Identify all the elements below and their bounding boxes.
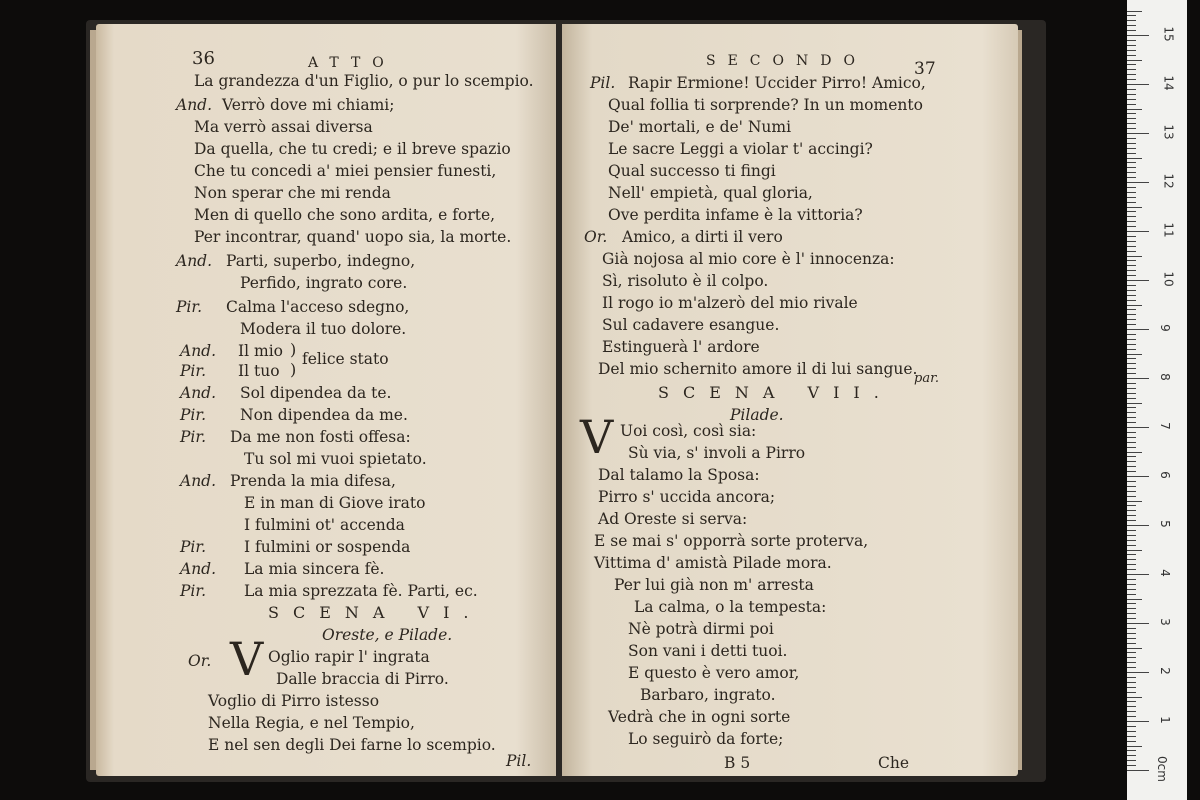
measuring-ruler bbox=[1127, 0, 1187, 800]
ruler-tick bbox=[1127, 79, 1136, 80]
verse-line: Per lui già non m' arresta bbox=[614, 576, 814, 594]
ruler-tick bbox=[1127, 349, 1136, 350]
ruler-tick bbox=[1127, 736, 1136, 737]
verse-line: Non dipendea da me. bbox=[240, 406, 408, 424]
speaker-label: And. bbox=[180, 342, 217, 360]
verse-line: Già nojosa al mio core è l' innocenza: bbox=[602, 250, 895, 268]
speaker-label: Pir. bbox=[180, 538, 207, 556]
ruler-label: 2 bbox=[1157, 667, 1172, 675]
right-page bbox=[562, 24, 1018, 776]
ruler-tick bbox=[1127, 613, 1136, 614]
ruler-tick bbox=[1127, 755, 1136, 756]
ruler-tick bbox=[1127, 109, 1142, 110]
verse-line: Qual successo ti fingi bbox=[608, 162, 776, 180]
ruler-tick bbox=[1127, 358, 1136, 359]
ruler-tick bbox=[1127, 20, 1136, 21]
verse-line: Qual follia ti sorprende? In un momento bbox=[608, 96, 923, 114]
ruler-tick bbox=[1127, 305, 1142, 306]
ruler-tick bbox=[1127, 153, 1136, 154]
page-number: 36 bbox=[192, 48, 215, 69]
scene-persons: Oreste, e Pilade. bbox=[322, 626, 453, 644]
ruler-tick bbox=[1127, 15, 1136, 16]
verse-line: E nel sen degli Dei farne lo scempio. bbox=[208, 736, 496, 754]
verse-line: La grandezza d'un Figlio, o pur lo scempio. bbox=[194, 72, 534, 90]
ruler-tick bbox=[1127, 765, 1136, 766]
verse-line: Uoi così, così sia: bbox=[620, 422, 757, 440]
verse-line: De' mortali, e de' Numi bbox=[608, 118, 792, 136]
speaker-label: Pir. bbox=[176, 298, 203, 316]
ruler-tick bbox=[1127, 314, 1136, 315]
ruler-tick bbox=[1127, 113, 1136, 114]
verse-line: E se mai s' opporrà sorte proterva, bbox=[594, 532, 869, 550]
speaker-label: Pir. bbox=[180, 582, 207, 600]
ruler-tick bbox=[1127, 373, 1136, 374]
verse-line: La calma, o la tempesta: bbox=[634, 598, 827, 616]
ruler-tick bbox=[1127, 324, 1136, 325]
verse-line: Del mio schernito amore il di lui sangue. bbox=[598, 360, 918, 378]
speaker-label: Pir. bbox=[180, 406, 207, 424]
ruler-label: 13 bbox=[1161, 124, 1176, 140]
ruler-tick bbox=[1127, 216, 1136, 217]
ruler-tick bbox=[1127, 510, 1136, 511]
ruler-tick bbox=[1127, 69, 1136, 70]
verse-line: Nella Regia, e nel Tempio, bbox=[208, 714, 415, 732]
speaker-label: Or. bbox=[188, 652, 212, 670]
ruler-tick bbox=[1127, 770, 1149, 771]
ruler-label: 11 bbox=[1161, 222, 1176, 238]
ruler-tick bbox=[1127, 403, 1142, 404]
ruler-tick bbox=[1127, 540, 1136, 541]
verse-line: Estinguerà l' ardore bbox=[602, 338, 760, 356]
ruler-tick bbox=[1127, 246, 1136, 247]
ruler-tick bbox=[1127, 368, 1136, 369]
verse-line: Il rogo io m'alzerò del mio rivale bbox=[602, 294, 858, 312]
ruler-tick bbox=[1127, 603, 1136, 604]
verse-line: Le sacre Leggi a violar t' accingi? bbox=[608, 140, 873, 158]
ruler-tick bbox=[1127, 319, 1136, 320]
ruler-tick bbox=[1127, 623, 1149, 624]
ruler-tick bbox=[1127, 643, 1136, 644]
ruler-tick bbox=[1127, 608, 1136, 609]
ruler-tick bbox=[1127, 354, 1142, 355]
speaker-label: And. bbox=[176, 96, 213, 114]
ruler-tick bbox=[1127, 535, 1136, 536]
verse-line: I fulmini ot' accenda bbox=[244, 516, 405, 534]
ruler-tick bbox=[1127, 192, 1136, 193]
ruler-tick bbox=[1127, 177, 1136, 178]
signature-mark: B 5 bbox=[724, 754, 751, 772]
ruler-tick bbox=[1127, 221, 1136, 222]
ruler-tick bbox=[1127, 471, 1136, 472]
ruler-tick bbox=[1127, 236, 1136, 237]
ruler-tick bbox=[1127, 481, 1136, 482]
ruler-tick bbox=[1127, 706, 1136, 707]
ruler-tick bbox=[1127, 89, 1136, 90]
ruler-label: 4 bbox=[1157, 569, 1172, 577]
ruler-label: 15 bbox=[1161, 26, 1176, 42]
verse-line: Il tuo bbox=[238, 362, 280, 380]
ruler-tick bbox=[1127, 657, 1136, 658]
ruler-tick bbox=[1127, 133, 1149, 134]
ruler-tick bbox=[1127, 496, 1136, 497]
drop-cap: V bbox=[230, 632, 264, 686]
verse-line: Calma l'acceso sdegno, bbox=[226, 298, 410, 316]
ruler-tick bbox=[1127, 64, 1136, 65]
ruler-tick bbox=[1127, 363, 1136, 364]
speaker-label: And. bbox=[180, 472, 217, 490]
ruler-label: 5 bbox=[1157, 520, 1172, 528]
verse-line: Prenda la mia difesa, bbox=[230, 472, 396, 490]
verse-line: Vittima d' amistà Pilade mora. bbox=[594, 554, 832, 572]
ruler-tick bbox=[1127, 525, 1149, 526]
verse-line: Dal talamo la Sposa: bbox=[598, 466, 760, 484]
verse-line: Verrò dove mi chiami; bbox=[222, 96, 395, 114]
ruler-label: 7 bbox=[1157, 422, 1172, 430]
ruler-tick bbox=[1127, 94, 1136, 95]
ruler-tick bbox=[1127, 515, 1136, 516]
verse-line: Son vani i detti tuoi. bbox=[628, 642, 788, 660]
ruler-tick bbox=[1127, 682, 1136, 683]
ruler-tick bbox=[1127, 334, 1136, 335]
ruler-tick bbox=[1127, 554, 1136, 555]
verse-line: Voglio di Pirro istesso bbox=[208, 692, 380, 710]
ruler-tick bbox=[1127, 128, 1136, 129]
ruler-tick bbox=[1127, 697, 1142, 698]
ruler-tick bbox=[1127, 427, 1149, 428]
ruler-tick bbox=[1127, 339, 1136, 340]
ruler-tick bbox=[1127, 162, 1136, 163]
ruler-tick bbox=[1127, 40, 1136, 41]
ruler-tick bbox=[1127, 265, 1136, 266]
verse-line: Nell' empietà, qual gloria, bbox=[608, 184, 813, 202]
ruler-tick bbox=[1127, 383, 1136, 384]
verse-line: Dalle braccia di Pirro. bbox=[276, 670, 449, 688]
ruler-tick bbox=[1127, 275, 1136, 276]
ruler-tick bbox=[1127, 760, 1136, 761]
ruler-tick bbox=[1127, 550, 1142, 551]
ruler-label: 12 bbox=[1161, 173, 1176, 189]
ruler-tick bbox=[1127, 55, 1136, 56]
speaker-label: And. bbox=[180, 384, 217, 402]
ruler-tick bbox=[1127, 677, 1136, 678]
ruler-tick bbox=[1127, 182, 1149, 183]
ruler-tick bbox=[1127, 148, 1136, 149]
ruler-tick bbox=[1127, 167, 1136, 168]
verse-line: La mia sprezzata fè. Parti, ec. bbox=[244, 582, 478, 600]
scene-title: SCENA VI. bbox=[268, 603, 483, 622]
ruler-tick bbox=[1127, 25, 1136, 26]
verse-line: La mia sincera fè. bbox=[244, 560, 385, 578]
verse-line: I fulmini or sospenda bbox=[244, 538, 411, 556]
ruler-tick bbox=[1127, 648, 1142, 649]
verse-line: Nè potrà dirmi poi bbox=[628, 620, 774, 638]
verse-line: Ove perdita infame è la vittoria? bbox=[608, 206, 863, 224]
ruler-tick bbox=[1127, 452, 1142, 453]
verse-line: Men di quello che sono ardita, e forte, bbox=[194, 206, 496, 224]
verse-line: Rapir Ermione! Uccider Pirro! Amico, bbox=[628, 74, 926, 92]
ruler-tick bbox=[1127, 456, 1136, 457]
ruler-tick bbox=[1127, 172, 1136, 173]
ruler-tick bbox=[1127, 231, 1149, 232]
ruler-tick bbox=[1127, 584, 1136, 585]
ruler-tick bbox=[1127, 442, 1136, 443]
running-header: ATTO bbox=[308, 55, 396, 71]
ruler-tick bbox=[1127, 741, 1136, 742]
ruler-tick bbox=[1127, 417, 1136, 418]
ruler-tick bbox=[1127, 202, 1136, 203]
ruler-tick bbox=[1127, 750, 1136, 751]
ruler-tick bbox=[1127, 99, 1136, 100]
ruler-tick bbox=[1127, 344, 1136, 345]
verse-line: Per incontrar, quand' uopo sia, la morte. bbox=[194, 228, 512, 246]
ruler-tick bbox=[1127, 280, 1149, 281]
ruler-tick bbox=[1127, 501, 1142, 502]
ruler-tick bbox=[1127, 143, 1136, 144]
verse-line: Amico, a dirti il vero bbox=[622, 228, 783, 246]
ruler-tick bbox=[1127, 138, 1136, 139]
stage-direction: par. bbox=[914, 371, 939, 386]
ruler-tick bbox=[1127, 378, 1149, 379]
ruler-tick bbox=[1127, 45, 1136, 46]
ruler-tick bbox=[1127, 545, 1136, 546]
ruler-label: 0cm bbox=[1154, 756, 1169, 782]
verse-line: Ad Oreste si serva: bbox=[598, 510, 748, 528]
drop-cap: V bbox=[580, 410, 614, 464]
verse-line: Tu sol mi vuoi spietato. bbox=[244, 450, 427, 468]
verse-line: Non sperar che mi renda bbox=[194, 184, 391, 202]
verse-line: Parti, superbo, indegno, bbox=[226, 252, 416, 270]
ruler-label: 10 bbox=[1161, 271, 1176, 287]
ruler-tick bbox=[1127, 491, 1136, 492]
ruler-tick bbox=[1127, 618, 1136, 619]
ruler-label: 8 bbox=[1157, 373, 1172, 381]
ruler-tick bbox=[1127, 505, 1136, 506]
ruler-tick bbox=[1127, 731, 1136, 732]
verse-line: E questo è vero amor, bbox=[628, 664, 800, 682]
ruler-tick bbox=[1127, 422, 1136, 423]
ruler-tick bbox=[1127, 662, 1136, 663]
ruler-tick bbox=[1127, 599, 1142, 600]
ruler-tick bbox=[1127, 461, 1136, 462]
ruler-tick bbox=[1127, 633, 1136, 634]
speaker-label: Pir. bbox=[180, 362, 207, 380]
ruler-tick bbox=[1127, 104, 1136, 105]
brace-top: ) bbox=[290, 340, 297, 359]
ruler-tick bbox=[1127, 701, 1136, 702]
ruler-tick bbox=[1127, 687, 1136, 688]
ruler-tick bbox=[1127, 260, 1136, 261]
ruler-tick bbox=[1127, 309, 1136, 310]
ruler-tick bbox=[1127, 158, 1142, 159]
ruler-label: 3 bbox=[1157, 618, 1172, 626]
ruler-tick bbox=[1127, 726, 1136, 727]
ruler-tick bbox=[1127, 407, 1136, 408]
speaker-label: And. bbox=[180, 560, 217, 578]
verse-line: Lo seguirò da forte; bbox=[628, 730, 784, 748]
verse-line: Il mio bbox=[238, 342, 283, 360]
ruler-tick bbox=[1127, 295, 1136, 296]
ruler-tick bbox=[1127, 412, 1136, 413]
verse-line: Vedrà che in ogni sorte bbox=[608, 708, 791, 726]
ruler-tick bbox=[1127, 530, 1136, 531]
left-page bbox=[96, 24, 556, 776]
shared-verse-line: felice stato bbox=[302, 350, 389, 368]
catchword: Che bbox=[878, 754, 910, 772]
ruler-tick bbox=[1127, 447, 1136, 448]
scene-title: SCENA VII. bbox=[658, 383, 893, 402]
verse-line: Che tu concedi a' miei pensier funesti, bbox=[194, 162, 497, 180]
ruler-tick bbox=[1127, 437, 1136, 438]
ruler-tick bbox=[1127, 226, 1136, 227]
ruler-tick bbox=[1127, 672, 1149, 673]
ruler-tick bbox=[1127, 300, 1136, 301]
verse-line: Sù via, s' involi a Pirro bbox=[628, 444, 806, 462]
ruler-tick bbox=[1127, 285, 1136, 286]
ruler-tick bbox=[1127, 432, 1136, 433]
ruler-tick bbox=[1127, 564, 1136, 565]
ruler-tick bbox=[1127, 569, 1136, 570]
verse-line: Sol dipendea da te. bbox=[240, 384, 392, 402]
ruler-tick bbox=[1127, 84, 1149, 85]
ruler-tick bbox=[1127, 123, 1136, 124]
ruler-tick bbox=[1127, 589, 1136, 590]
ruler-tick bbox=[1127, 211, 1136, 212]
ruler-tick bbox=[1127, 667, 1136, 668]
running-header: SECONDO bbox=[706, 53, 867, 69]
verse-line: Da me non fosti offesa: bbox=[230, 428, 411, 446]
ruler-tick bbox=[1127, 746, 1142, 747]
ruler-tick bbox=[1127, 520, 1136, 521]
verse-line: Ma verrò assai diversa bbox=[194, 118, 373, 136]
ruler-tick bbox=[1127, 628, 1136, 629]
ruler-tick bbox=[1127, 559, 1136, 560]
ruler-tick bbox=[1127, 398, 1136, 399]
ruler-tick bbox=[1127, 30, 1136, 31]
scene-persons: Pilade. bbox=[730, 406, 784, 424]
ruler-label: 9 bbox=[1157, 324, 1172, 332]
ruler-tick bbox=[1127, 270, 1136, 271]
ruler-tick bbox=[1127, 711, 1136, 712]
verse-line: Pirro s' uccida ancora; bbox=[598, 488, 776, 506]
verse-line: Sul cadavere esangue. bbox=[602, 316, 780, 334]
ruler-label: 6 bbox=[1157, 471, 1172, 479]
ruler-tick bbox=[1127, 692, 1136, 693]
ruler-tick bbox=[1127, 241, 1136, 242]
ruler-tick bbox=[1127, 329, 1149, 330]
ruler-tick bbox=[1127, 388, 1136, 389]
ruler-label: 14 bbox=[1161, 75, 1176, 91]
ruler-tick bbox=[1127, 207, 1142, 208]
ruler-tick bbox=[1127, 251, 1136, 252]
ruler-tick bbox=[1127, 50, 1136, 51]
ruler-tick bbox=[1127, 574, 1149, 575]
ruler-tick bbox=[1127, 579, 1136, 580]
ruler-tick bbox=[1127, 256, 1142, 257]
ruler-tick bbox=[1127, 118, 1136, 119]
brace-bottom: ) bbox=[290, 360, 297, 379]
ruler-tick bbox=[1127, 60, 1142, 61]
ruler-tick bbox=[1127, 466, 1136, 467]
ruler-tick bbox=[1127, 486, 1136, 487]
ruler-tick bbox=[1127, 721, 1149, 722]
speaker-label: Pir. bbox=[180, 428, 207, 446]
ruler-tick bbox=[1127, 638, 1136, 639]
ruler-tick bbox=[1127, 716, 1136, 717]
speaker-label: Or. bbox=[584, 228, 608, 246]
catchword: Pil. bbox=[506, 752, 532, 770]
verse-line: Modera il tuo dolore. bbox=[240, 320, 407, 338]
ruler-tick bbox=[1127, 393, 1136, 394]
verse-line: Barbaro, ingrato. bbox=[640, 686, 776, 704]
verse-line: Da quella, che tu credi; e il breve spazio bbox=[194, 140, 511, 158]
ruler-tick bbox=[1127, 594, 1136, 595]
ruler-tick bbox=[1127, 652, 1136, 653]
verse-line: E in man di Giove irato bbox=[244, 494, 426, 512]
verse-line: Sì, risoluto è il colpo. bbox=[602, 272, 769, 290]
ruler-tick bbox=[1127, 74, 1136, 75]
ruler-label: 1 bbox=[1157, 716, 1172, 724]
page-number: 37 bbox=[914, 59, 936, 79]
ruler-tick bbox=[1127, 187, 1136, 188]
ruler-tick bbox=[1127, 11, 1142, 12]
ruler-tick bbox=[1127, 290, 1136, 291]
ruler-tick bbox=[1127, 197, 1136, 198]
speaker-label: And. bbox=[176, 252, 213, 270]
verse-line: Oglio rapir l' ingrata bbox=[268, 648, 430, 666]
ruler-tick bbox=[1127, 35, 1149, 36]
ruler-tick bbox=[1127, 476, 1149, 477]
speaker-label: Pil. bbox=[590, 74, 616, 92]
verse-line: Perfido, ingrato core. bbox=[240, 274, 408, 292]
